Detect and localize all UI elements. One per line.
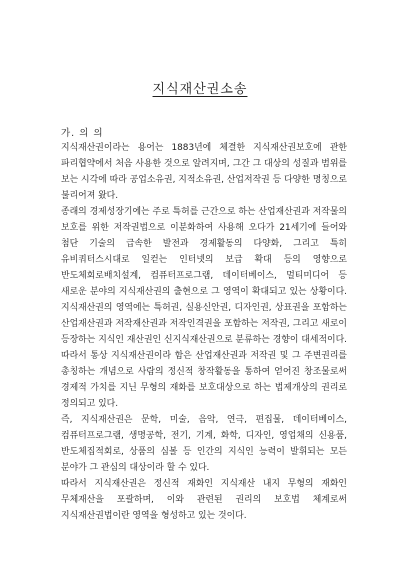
section-heading: 가. 의 의 (61, 128, 104, 139)
paragraph: 따라서 지식재산권은 정신적 재화인 지식재산 내지 무형의 재화인 무체재산을 포괄하며, 이와 관련된 권리의 보호법 체계로써 지식재산권법이란 영역을 형성하고 있는 것이다. (61, 479, 347, 521)
document-body (61, 140, 347, 524)
paragraph: 즉, 지식재산권은 문학, 미술, 음악, 연극, 편집물, 데이터베이스, 컴퓨터프로그램, 생명공학, 전기, 기계, 화학, 디자인, 영업채의 신용품, 반도체집적회로, 상품의 심볼 등 인간의 지식인 능력이 발휘되는 모든 분야가 그 관심의 대상이라 할 수 있다. (61, 415, 347, 473)
document-title: 지식재산권소송 (152, 82, 248, 97)
paragraph: 지식재산권이라는 용어는 1883년에 체결한 지식재산권보호에 관한 파리협약에서 처음 사용한 것으로 알려지며, 그간 그 대상의 성질과 범위를 보는 시각에 따라 공업소유권, 지적소유권, 산업저작권 등 다양한 명칭으로 불리어져 왔다. (61, 143, 347, 201)
paragraph: 종래의 경제성장기에는 주로 특허를 근간으로 하는 산업재산권과 저작물의 보호를 위한 저작권법으로 이분화하여 사용해 오다가 21세기에 들어와 첨단 기술의 급속한 발전과 경제활동의 다양화, 그리고 특히 유비쿼터스시대로 일컫는 인터넷의 보급 확대 등의 영향으로 반도체회로배치설계, 컴퓨터프로그램, 데이터베이스, 멀티미디어 등 새로운 분야의 지식재산권의 출현으로 그 영역이 확대되고 있는 상황이다. 지식재산권의 영역에는 특허권, 실용신안권, 디자인권, 상표권을 포함하는 산업재산권과 저작재산권과 저작인격권을 포함하는 저작권, 그리고 새로이 등장하는 지식인 재산권인 신지식재산권으로 분류하는 경향이 대세적이다. 따라서 통상 지식재산권이라 함은 산업재산권과 저작권 및 그 주변권리를 총칭하는 개념으로 사람의 정신적 창작활동을 통하여 얻어진 창조물로써 경제적 가치를 지닌 무형의 재화를 보호대상으로 하는 법제개상의 권리로 정의되고 있다. (61, 207, 347, 409)
